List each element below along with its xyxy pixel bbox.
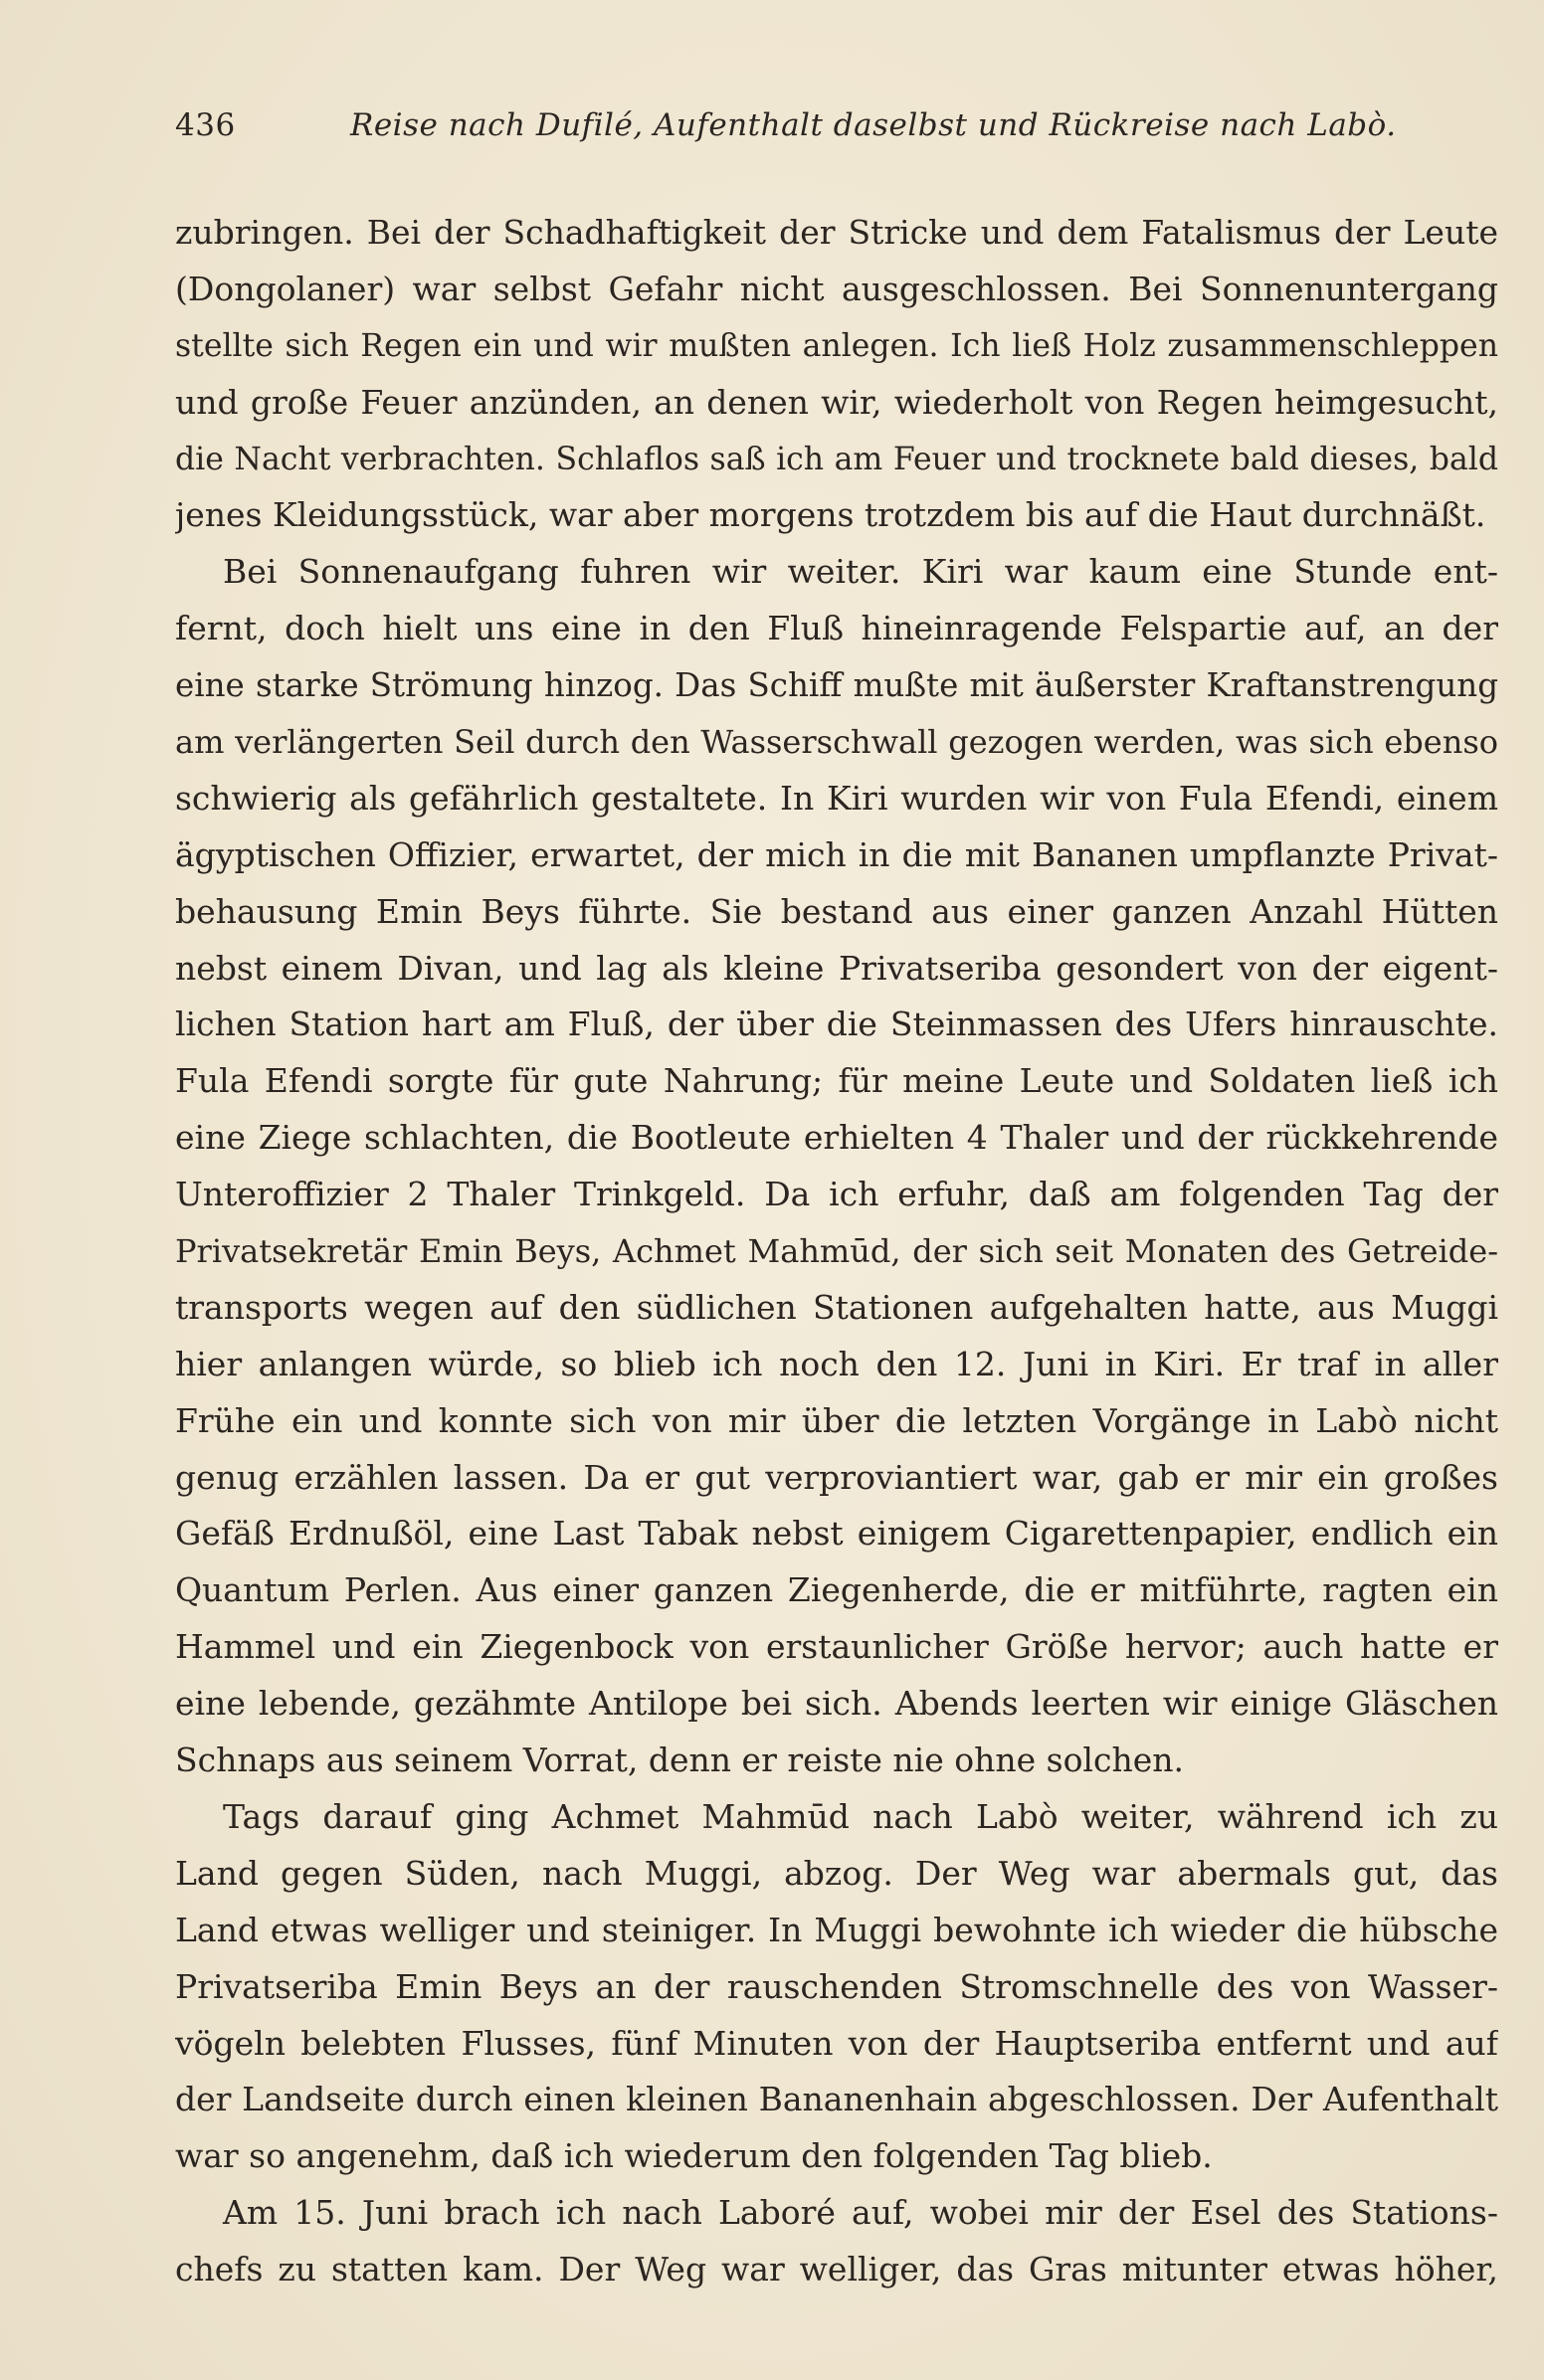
text-line: eine Ziege schlachten, die Bootleute erhielten 4 Thaler und der rückkehrende xyxy=(175,1118,1498,1158)
text-line: Quantum Perlen. Aus einer ganzen Ziegenherde, die er mitführte, ragten ein xyxy=(175,1570,1498,1610)
text-line: der Landseite durch einen kleinen Bananenhain abgeschlossen. Der Aufenthalt xyxy=(175,2080,1498,2119)
text-line: ägyptischen Offizier, erwartet, der mich in die mit Bananen umpflanzte Privat- xyxy=(175,834,1498,874)
text-line: jenes Kleidungsstück, war aber morgens trotzdem bis auf die Haut durchnäßt. xyxy=(175,495,1486,535)
text-line: Schnaps aus seinem Vorrat, denn er reiste nie ohne solchen. xyxy=(175,1740,1184,1780)
text-line: genug erzählen lassen. Da er gut verproviantiert war, gab er mir ein großes xyxy=(175,1457,1498,1497)
text-line: Land etwas welliger und steiniger. In Muggi bewohnte ich wieder die hübsche xyxy=(175,1910,1498,1949)
text-line: Unteroffizier 2 Thaler Trinkgeld. Da ich erfuhr, daß am folgenden Tag der xyxy=(175,1175,1498,1214)
text-line: Tags darauf ging Achmet Mahmūd nach Labò weiter, während ich zu xyxy=(223,1796,1498,1836)
text-line: transports wegen auf den südlichen Stationen aufgehalten hatte, aus Muggi xyxy=(175,1287,1498,1327)
text-line: eine lebende, gezähmte Antilope bei sich. Abends leerten wir einige Gläschen xyxy=(175,1684,1498,1724)
text-line: die Nacht verbrachten. Schlaflos saß ich am Feuer und trocknete bald dieses, bald xyxy=(175,441,1498,477)
text-line: behausung Emin Beys führte. Sie bestand aus einer ganzen Anzahl Hütten xyxy=(175,891,1498,931)
text-line: (Dongolaner) war selbst Gefahr nicht ausgeschlossen. Bei Sonnenuntergang xyxy=(175,269,1498,308)
page-number: 436 xyxy=(175,107,236,143)
text-line: schwierig als gefährlich gestaltete. In Kiri wurden wir von Fula Efendi, einem xyxy=(175,778,1498,818)
text-line: eine starke Strömung hinzog. Das Schiff mußte mit äußerster Kraftanstrengung xyxy=(175,666,1498,705)
body-text xyxy=(175,205,1498,2298)
text-line: fernt, doch hielt uns eine in den Fluß hineinragende Felspartie auf, an der xyxy=(175,609,1498,648)
text-line: am verlängerten Seil durch den Wasserschwall gezogen werden, was sich ebenso xyxy=(175,723,1498,762)
text-line: Privatsekretär Emin Beys, Achmet Mahmūd, der sich seit Monaten des Getreide- xyxy=(175,1232,1498,1271)
running-title: Reise nach Dufilé, Aufenthalt daselbst und Rückreise nach Labò. xyxy=(350,107,1397,143)
text-line: und große Feuer anzünden, an denen wir, wiederholt von Regen heimgesucht, xyxy=(175,382,1498,422)
text-line: lichen Station hart am Fluß, der über die Steinmassen des Ufers hinrauschte. xyxy=(175,1005,1498,1044)
text-line: vögeln belebten Flusses, fünf Minuten von der Hauptseriba entfernt und auf xyxy=(175,2023,1498,2063)
text-line: Gefäß Erdnußöl, eine Last Tabak nebst einigem Cigarettenpapier, endlich ein xyxy=(175,1514,1498,1554)
text-line: hier anlangen würde, so blieb ich noch den 12. Juni in Kiri. Er traf in aller xyxy=(175,1344,1498,1383)
text-line: nebst einem Divan, und lag als kleine Privatseriba gesondert von der eigent- xyxy=(175,948,1498,988)
page-header xyxy=(175,107,1498,157)
text-line: Am 15. Juni brach ich nach Laboré auf, wobei mir der Esel des Stations- xyxy=(223,2193,1498,2233)
text-line: zubringen. Bei der Schadhaftigkeit der Stricke und dem Fatalismus der Leute xyxy=(175,213,1498,252)
text-line: Hammel und ein Ziegenbock von erstaunlicher Größe hervor; auch hatte er xyxy=(175,1627,1498,1667)
text-line: chefs zu statten kam. Der Weg war welliger, das Gras mitunter etwas höher, xyxy=(175,2250,1498,2289)
text-line: stellte sich Regen ein und wir mußten anlegen. Ich ließ Holz zusammenschleppen xyxy=(175,327,1498,364)
text-line: Frühe ein und konnte sich von mir über die letzten Vorgänge in Labò nicht xyxy=(175,1400,1498,1440)
text-line: Bei Sonnenaufgang fuhren wir weiter. Kiri war kaum eine Stunde ent- xyxy=(223,552,1498,592)
text-line: Land gegen Süden, nach Muggi, abzog. Der Weg war abermals gut, das xyxy=(175,1853,1498,1893)
text-line: Fula Efendi sorgte für gute Nahrung; für meine Leute und Soldaten ließ ich xyxy=(175,1061,1498,1101)
text-line: Privatseriba Emin Beys an der rauschenden Stromschnelle des von Wasser- xyxy=(175,1966,1498,2006)
text-line: war so angenehm, daß ich wiederum den folgenden Tag blieb. xyxy=(175,2136,1213,2176)
